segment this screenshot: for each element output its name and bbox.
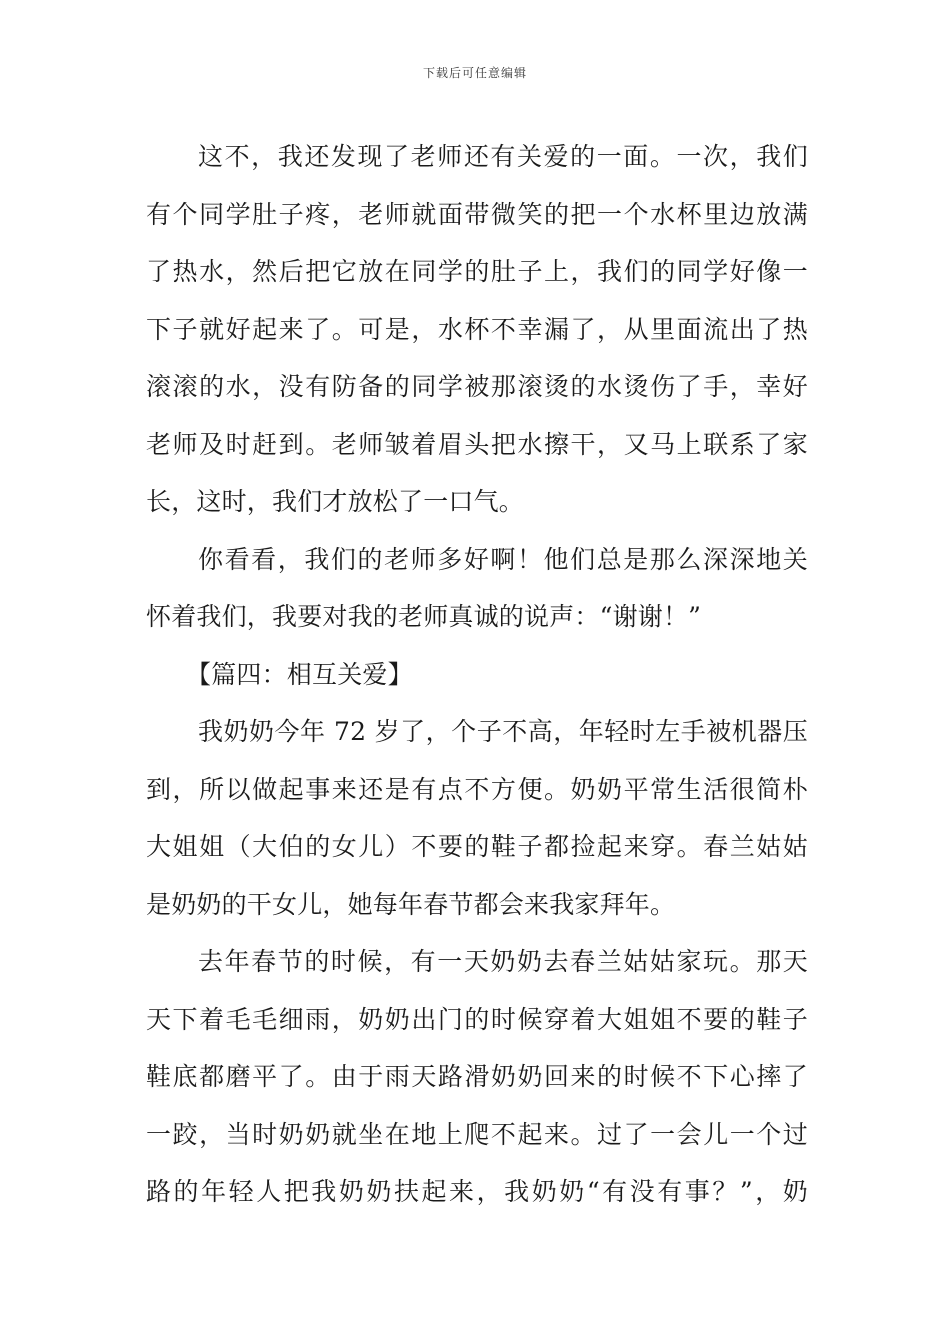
paragraph-4-line-3: 鞋底都磨平了。由于雨天路滑奶奶回来的时候不下心摔了 (146, 1062, 808, 1091)
paragraph-3-line-3: 大姐姐（大伯的女儿）不要的鞋子都捡起来穿。春兰姑姑 (146, 832, 808, 861)
paragraph-4-line-4: 一跤，当时奶奶就坐在地上爬不起来。过了一会儿一个过 (146, 1119, 808, 1149)
paragraph-1-line-4: 下子就好起来了。可是，水杯不幸漏了，从里面流出了热 (146, 314, 808, 344)
paragraph-1-line-1: 这不，我还发现了老师还有关爱的一面。一次，我们 (198, 142, 808, 171)
paragraph-1-line-2: 有个同学肚子疼，老师就面带微笑的把一个水杯里边放满 (146, 199, 808, 229)
paragraph-2-line-1: 你看看，我们的老师多好啊！他们总是那么深深地关 (198, 544, 808, 574)
paragraph-1-line-6: 老师及时赶到。老师皱着眉头把水擦干，又马上联系了家 (146, 429, 808, 459)
paragraph-1-line-5: 滚滚的水，没有防备的同学被那滚烫的水烫伤了手，幸好 (146, 372, 808, 401)
paragraph-2-line-2: 怀着我们，我要对我的老师真诚的说声：“谢谢！” (146, 602, 702, 631)
section-heading: 【篇四：相互关爱】 (186, 659, 413, 689)
paragraph-4-line-2: 天下着毛毛细雨，奶奶出门的时候穿着大姐姐不要的鞋子 (146, 1004, 808, 1034)
paragraph-4-line-1: 去年春节的时候，有一天奶奶去春兰姑姑家玩。那天 (198, 947, 808, 976)
paragraph-4-line-5: 路的年轻人把我奶奶扶起来，我奶奶“有没有事？”，奶 (146, 1177, 808, 1206)
paragraph-3-line-2: 到，所以做起事来还是有点不方便。奶奶平常生活很简朴 (146, 774, 808, 804)
paragraph-1-line-3: 了热水，然后把它放在同学的肚子上，我们的同学好像一 (146, 257, 808, 286)
paragraph-3-line-4: 是奶奶的干女儿，她每年春节都会来我家拜年。 (146, 889, 676, 919)
page-header: 下载后可任意编辑 (422, 66, 527, 80)
document-body (146, 128, 808, 1221)
paragraph-3-line-1: 我奶奶今年 72 岁了，个子不高，年轻时左手被机器压 (198, 717, 808, 746)
paragraph-1-line-7: 长，这时，我们才放松了一口气。 (146, 487, 525, 516)
